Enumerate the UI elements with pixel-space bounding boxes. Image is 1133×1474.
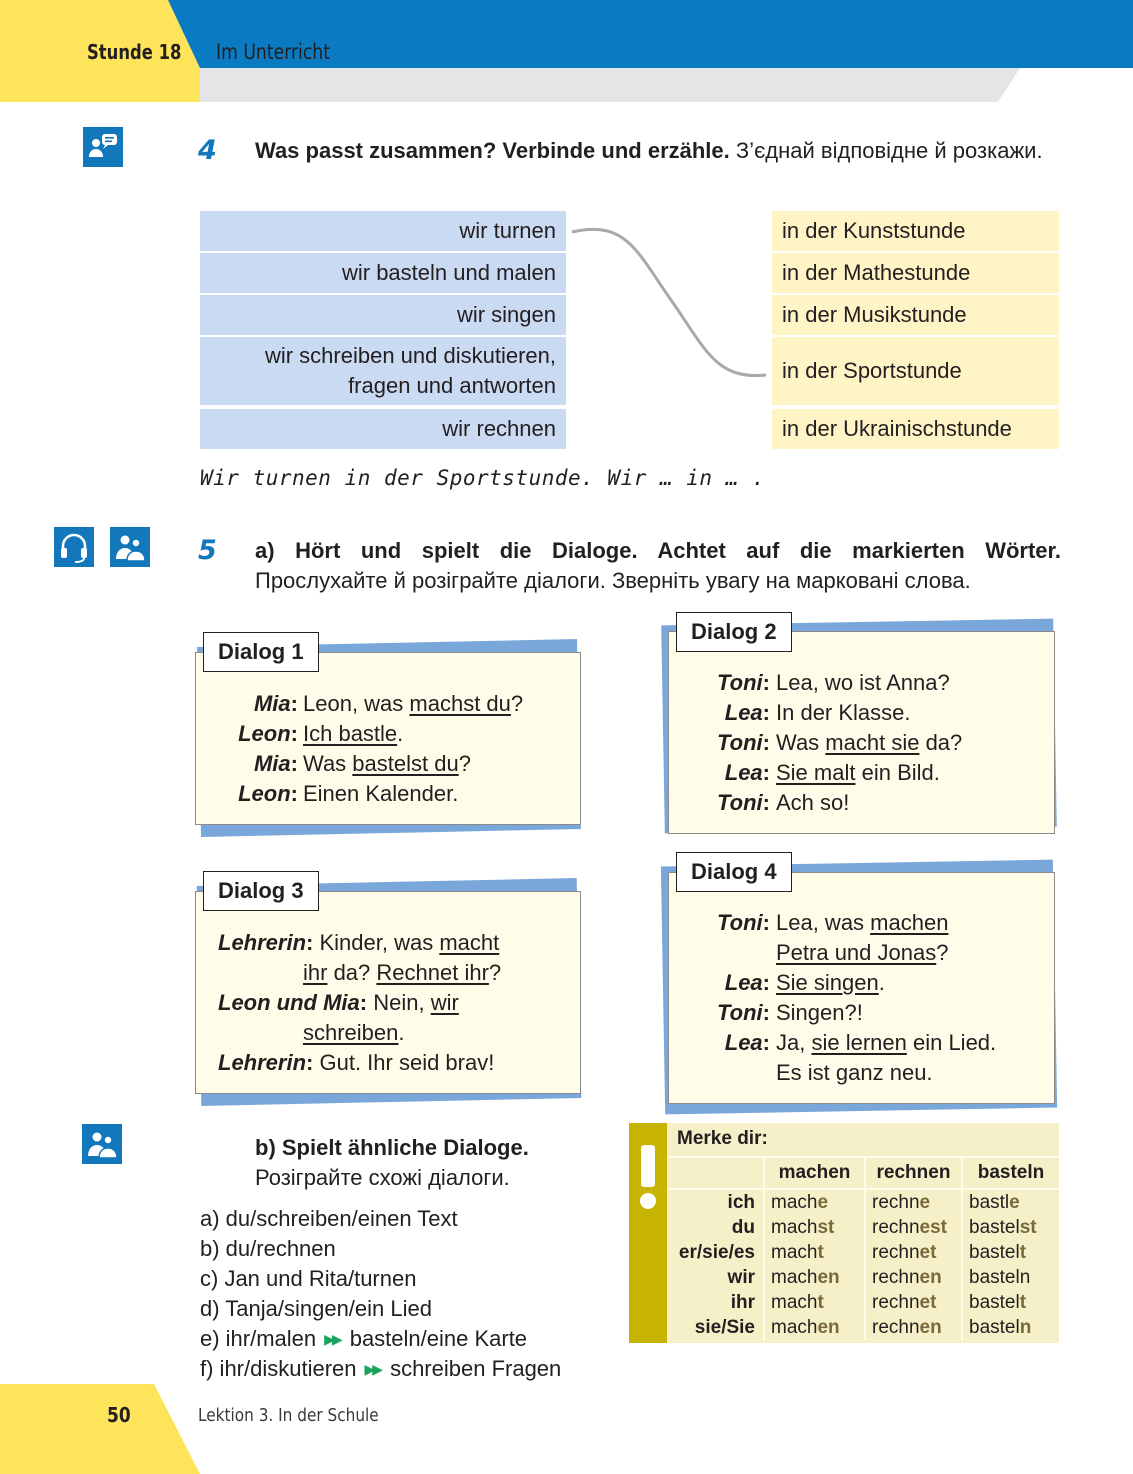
dialog-4-title: Dialog 4 — [676, 852, 792, 892]
dialog-line: schreiben. — [303, 1020, 405, 1045]
task-4-number: 4 — [198, 135, 217, 166]
conjugation-table — [667, 1156, 1059, 1340]
activity-line: fragen und antworten — [348, 373, 556, 398]
dialog-1-title: Dialog 1 — [203, 632, 319, 672]
dialog-line: Lehrerin: Kinder, was macht — [218, 930, 500, 955]
double-arrow-icon: ▶▶ — [324, 1331, 340, 1347]
dialog-line: Sie malt ein Bild. — [776, 760, 940, 785]
table-row: ihr macht rechnet bastelt — [667, 1290, 1059, 1315]
page-number: 50 — [107, 1403, 131, 1427]
activity-cell[interactable]: wir turnen — [200, 211, 566, 251]
table-row: er/sie/es macht rechnet bastelt — [667, 1240, 1059, 1265]
dialog-line: In der Klasse. — [776, 700, 911, 725]
task-5b-title-de: b) Spielt ähnliche Dialoge. — [255, 1135, 529, 1160]
speech-bubbles-icon — [83, 127, 123, 167]
dialog-line: Es ist ganz neu. — [776, 1060, 933, 1085]
dialog-1-lines — [303, 689, 523, 809]
dialog-4-speakers: Toni: Lea: Toni: Lea: — [717, 910, 770, 1055]
list-item: f) ihr/diskutieren ▶▶ schreiben Fragen — [200, 1356, 562, 1381]
dialog-line: Lea, was machen — [776, 910, 949, 935]
dialog-line: Ja, sie lernen ein Lied. — [776, 1030, 997, 1055]
dialog-line: Singen?! — [776, 1000, 863, 1025]
task-4-title-uk: З’єднай відповідне й розкажи. — [735, 138, 1043, 163]
pair-work-icon — [82, 1124, 122, 1164]
dialog-line: Leon, was machst du? — [303, 691, 524, 716]
double-arrow-icon: ▶▶ — [364, 1361, 381, 1377]
task-5a-title-uk: Прослухайте й розіграйте діалоги. Зверніть увагу на марковані слова. — [255, 568, 971, 593]
dialog-3-lines — [218, 928, 501, 1078]
subject-cell[interactable]: in der Kunststunde — [772, 211, 1059, 251]
subject-cell[interactable]: in der Ukrainischstunde — [772, 409, 1059, 449]
table-row: du machst rechnest bastelst — [667, 1215, 1059, 1240]
footer-page-tab — [0, 1384, 200, 1474]
grammar-box-title: Merke dir: — [677, 1128, 768, 1149]
dialog-1-speakers: Mia: Leon: Mia: Leon: — [238, 691, 298, 806]
activity-cell[interactable]: wir singen — [200, 295, 566, 335]
dialog-line: Ach so! — [776, 790, 850, 815]
subject-cell[interactable]: in der Sportstunde — [772, 337, 1059, 405]
dialog-2-title: Dialog 2 — [676, 612, 792, 652]
dialog-line: Einen Kalender. — [303, 781, 459, 806]
column-header: basteln — [962, 1157, 1059, 1189]
task-5b-title-uk: Розіграйте схожі діалоги. — [255, 1165, 510, 1190]
example-sentence: Wir turnen in der Sportstunde. Wir … in … . — [200, 466, 766, 490]
exclamation-icon — [629, 1123, 667, 1343]
subject-cell[interactable]: in der Mathestunde — [772, 253, 1059, 293]
list-item: d) Tanja/singen/ein Lied — [200, 1296, 432, 1321]
dialog-line: Ich bastle. — [303, 721, 404, 746]
header-grey-strip — [198, 68, 1020, 102]
task-4-instructions — [255, 136, 1059, 166]
task-5-number: 5 — [198, 535, 217, 566]
pair-work-icon — [110, 527, 150, 567]
table-row: wir machen rechnen basteln — [667, 1265, 1059, 1290]
dialog-line: Sie singen. — [776, 970, 885, 995]
task-4-title-de: Was passt zusammen? Verbinde und erzähle. — [255, 138, 730, 163]
footer-chapter: Lektion 3. In der Schule — [198, 1405, 379, 1426]
activity-cell[interactable]: wir rechnen — [200, 409, 566, 449]
dialog-line: Leon und Mia: Nein, wir — [218, 990, 459, 1015]
connector-line — [566, 220, 776, 390]
list-item: a) du/schreiben/einen Text — [200, 1206, 458, 1231]
dialog-3-title: Dialog 3 — [203, 871, 319, 911]
table-row: ich mache rechne bastle — [667, 1189, 1059, 1215]
dialog-2-speakers: Toni: Lea: Toni: Lea: Toni: — [717, 670, 770, 815]
dialog-line: Lea, wo ist Anna? — [776, 670, 950, 695]
lesson-label: Stunde 18 — [87, 40, 182, 64]
activity-cell[interactable] — [200, 337, 566, 405]
dialog-line: Lehrerin: Gut. Ihr seid brav! — [218, 1050, 495, 1075]
column-header: machen — [764, 1157, 865, 1189]
activity-line: wir schreiben und diskutieren, — [264, 343, 556, 368]
column-header: rechnen — [865, 1157, 962, 1189]
list-item: b) du/rechnen — [200, 1236, 336, 1261]
dialog-line: Was macht sie da? — [776, 730, 963, 755]
table-row: sie/Sie machen rechnen basteln — [667, 1315, 1059, 1340]
dialog-line: Was bastelst du? — [303, 751, 471, 776]
lesson-topic: Im Unterricht — [216, 40, 330, 64]
activity-cell[interactable]: wir basteln und malen — [200, 253, 566, 293]
dialog-4-lines — [776, 908, 996, 1088]
list-item: e) ihr/malen ▶▶ basteln/eine Karte — [200, 1326, 528, 1351]
list-item: c) Jan und Rita/turnen — [200, 1266, 417, 1291]
task-5a-title-de: a) Hört und spielt die Dialoge. Achtet auf die markierten Wörter. — [255, 538, 1061, 563]
dialog-2-lines — [776, 668, 962, 818]
dialog-line: ihr da? Rechnet ihr? — [303, 960, 502, 985]
task-5b-list — [200, 1204, 561, 1384]
headphones-icon — [54, 527, 94, 567]
subject-cell[interactable]: in der Musikstunde — [772, 295, 1059, 335]
dialog-line: Petra und Jonas? — [776, 940, 949, 965]
